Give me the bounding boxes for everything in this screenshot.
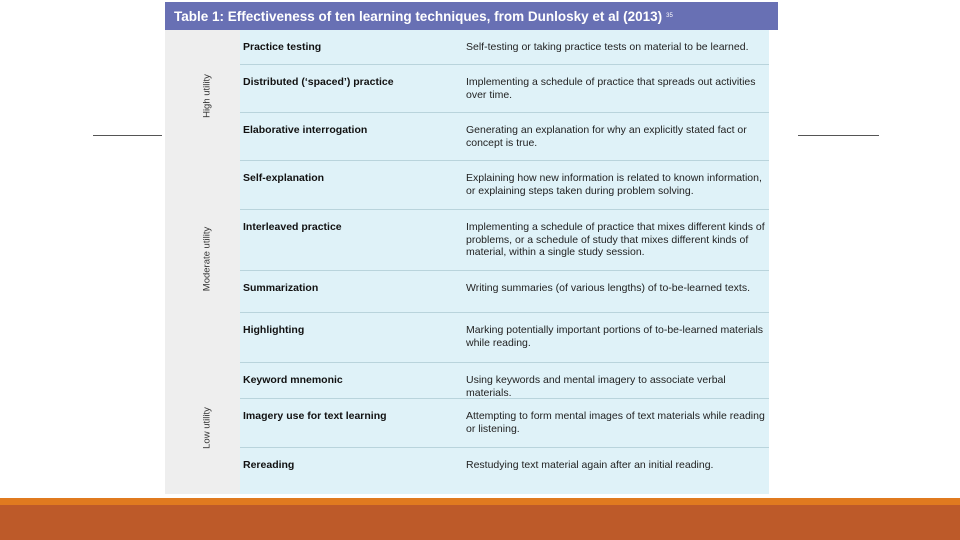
technique-name: Summarization [243, 282, 319, 294]
utility-label-low: Low utility [201, 407, 213, 449]
technique-description: Explaining how new information is related to known information, or explaining steps taken during problem solving. [466, 172, 762, 197]
technique-name: Elaborative interrogation [243, 124, 368, 136]
technique-name: Self-explanation [243, 172, 325, 184]
technique-name: Highlighting [243, 324, 305, 336]
technique-description: Implementing a schedule of practice that mixes different kinds of problems, or a schedule of study that mixes different kinds of material, within a single study session. [466, 221, 765, 258]
table-row [240, 399, 769, 448]
technique-name: Distributed (‘spaced’) practice [243, 76, 394, 88]
utility-column [165, 30, 240, 494]
technique-name: Interleaved practice [243, 221, 342, 233]
table-row [240, 65, 769, 113]
table-title-ref: 35 [666, 13, 673, 19]
technique-description: Restudying text material again after an initial reading. [466, 459, 714, 471]
divider-left [93, 135, 163, 136]
technique-description: Marking potentially important portions of to-be-learned materials while reading. [466, 324, 764, 349]
table-image [162, 0, 798, 513]
table-row [240, 448, 769, 494]
table-row [240, 113, 769, 161]
technique-description: Using keywords and mental imagery to associate verbal materials. [466, 374, 726, 399]
technique-description: Self-testing or taking practice tests on material to be learned. [466, 41, 749, 53]
divider-right [797, 135, 879, 136]
table-row [240, 30, 769, 65]
table-title-bar [165, 2, 778, 30]
technique-name: Rereading [243, 459, 295, 471]
table-row [240, 363, 769, 399]
utility-label-high: High utility [201, 74, 213, 118]
table-row [240, 313, 769, 363]
technique-description: Attempting to form mental images of text materials while reading or listening. [466, 410, 765, 435]
technique-name: Imagery use for text learning [243, 410, 387, 422]
technique-name: Keyword mnemonic [243, 374, 343, 386]
table-row [240, 161, 769, 210]
footer-accent-stripe [0, 498, 960, 505]
technique-description: Implementing a schedule of practice that spreads out activities over time. [466, 76, 756, 101]
technique-description: Generating an explanation for why an explicitly stated fact or concept is true. [466, 124, 747, 149]
table-row [240, 210, 769, 271]
technique-description: Writing summaries (of various lengths) of to-be-learned texts. [466, 282, 751, 294]
utility-label-moderate: Moderate utility [201, 226, 213, 292]
technique-name: Practice testing [243, 41, 322, 53]
footer-bar [0, 505, 960, 540]
table-title: Table 1: Effectiveness of ten learning techniques, from Dunlosky et al (2013) [174, 8, 663, 24]
table-body [240, 30, 769, 494]
table-row [240, 271, 769, 313]
